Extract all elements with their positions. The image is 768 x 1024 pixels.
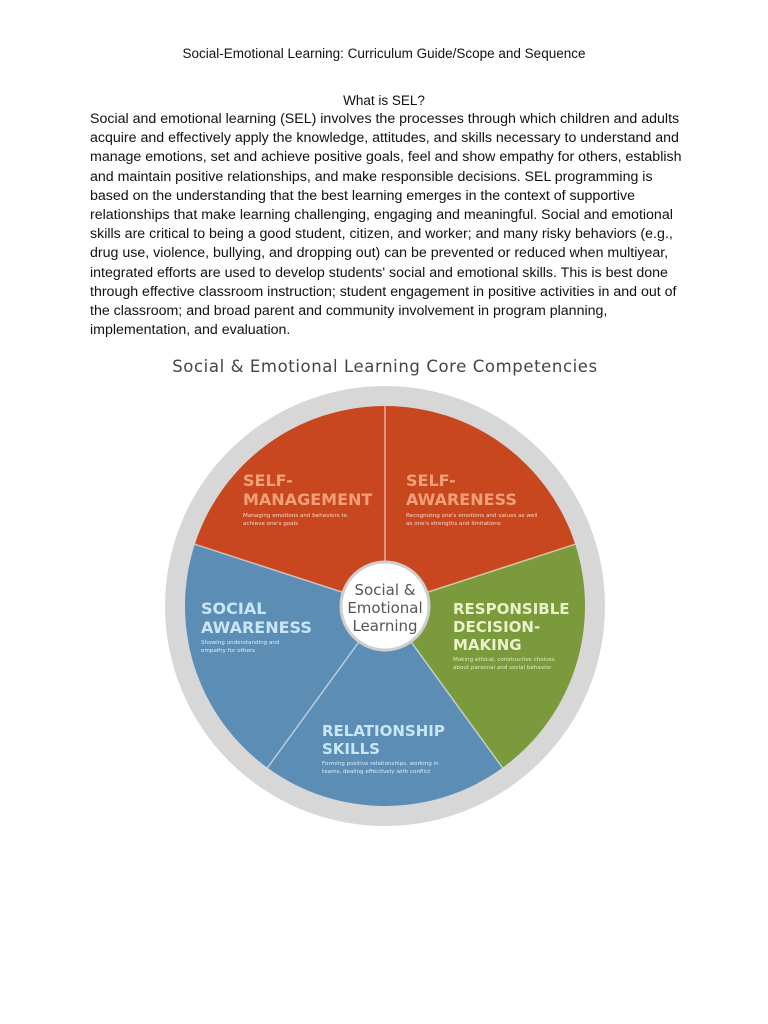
center-label-line: Social & [354,581,416,599]
body-line: manage emotions, set and achieve positive goals, feel and show empathy for others, establish [90,149,682,166]
segment-desc-line: Recognizing one's emotions and values as well [406,513,538,519]
segment-desc-line: Forming positive relationships, working in [322,761,439,767]
body-line: through effective classroom instruction; student engagement in positive activities in and out of [90,283,677,300]
segment-desc-line: about personal and social behavior [453,665,552,671]
segment-title-line: SKILLS [322,740,380,758]
figure-title: Social & Emotional Learning Core Competencies [172,357,598,376]
body-paragraph [90,110,682,340]
segment-desc-line: Making ethical, constructive choices [453,657,555,663]
body-line: based on the understanding that the best learning emerges in the context of supportive [90,187,636,204]
body-line: the classroom; and broad parent and community involvement in program planning, [90,303,608,320]
segment-desc-line: Showing understanding and [201,640,280,646]
segment-desc-line: empathy for others [201,648,255,654]
segment-title-line: MANAGEMENT [243,490,373,509]
segment-desc-line: as one's strengths and limitations [406,521,501,527]
segment-title-line: AWARENESS [406,490,517,509]
body-line: acquire and effectively apply the knowledge, attitudes, and skills necessary to understand and [90,130,679,147]
segment-title-line: RELATIONSHIP [322,722,445,740]
body-line: integrated efforts are used to develop students' social and emotional skills. This is best done [90,264,668,281]
body-line: implementation, and evaluation. [90,322,291,339]
body-line: and maintain positive relationships, and make responsible decisions. SEL programming is [90,168,653,185]
segment-desc-line: teams, dealing effectively with conflict [322,769,431,775]
segment-title-line: DECISION- [453,618,541,636]
segment-desc-line: Managing emotions and behaviors to [243,513,348,519]
segment-title-line: SOCIAL [201,599,267,618]
sel-wheel-diagram [160,355,610,830]
sel-competencies-figure [160,355,610,830]
segment-title-line: AWARENESS [201,618,312,637]
section-title: What is SEL? [343,93,425,108]
segment-title-line: SELF- [406,471,456,490]
body-line: Social and emotional learning (SEL) involves the processes through which children and adults [90,111,680,127]
document-header: Social-Emotional Learning: Curriculum Guide/Scope and Sequence [182,46,586,61]
segment-desc-line: achieve one's goals [243,521,299,527]
center-label-line: Learning [352,617,418,635]
segment-title-line: MAKING [453,636,522,654]
segment-title-line: SELF- [243,471,293,490]
body-line: skills are critical to being a good student, citizen, and worker; and many risky behaviors (e.g., [90,226,673,243]
body-line: relationships that make learning challenging, engaging and meaningful. Social and emotional [90,207,673,224]
center-label-line: Emotional [347,599,423,617]
segment-title-line: RESPONSIBLE [453,600,570,618]
body-line: drug use, violence, bullying, and dropping out) can be prevented or reduced when multiyear, [90,245,669,262]
